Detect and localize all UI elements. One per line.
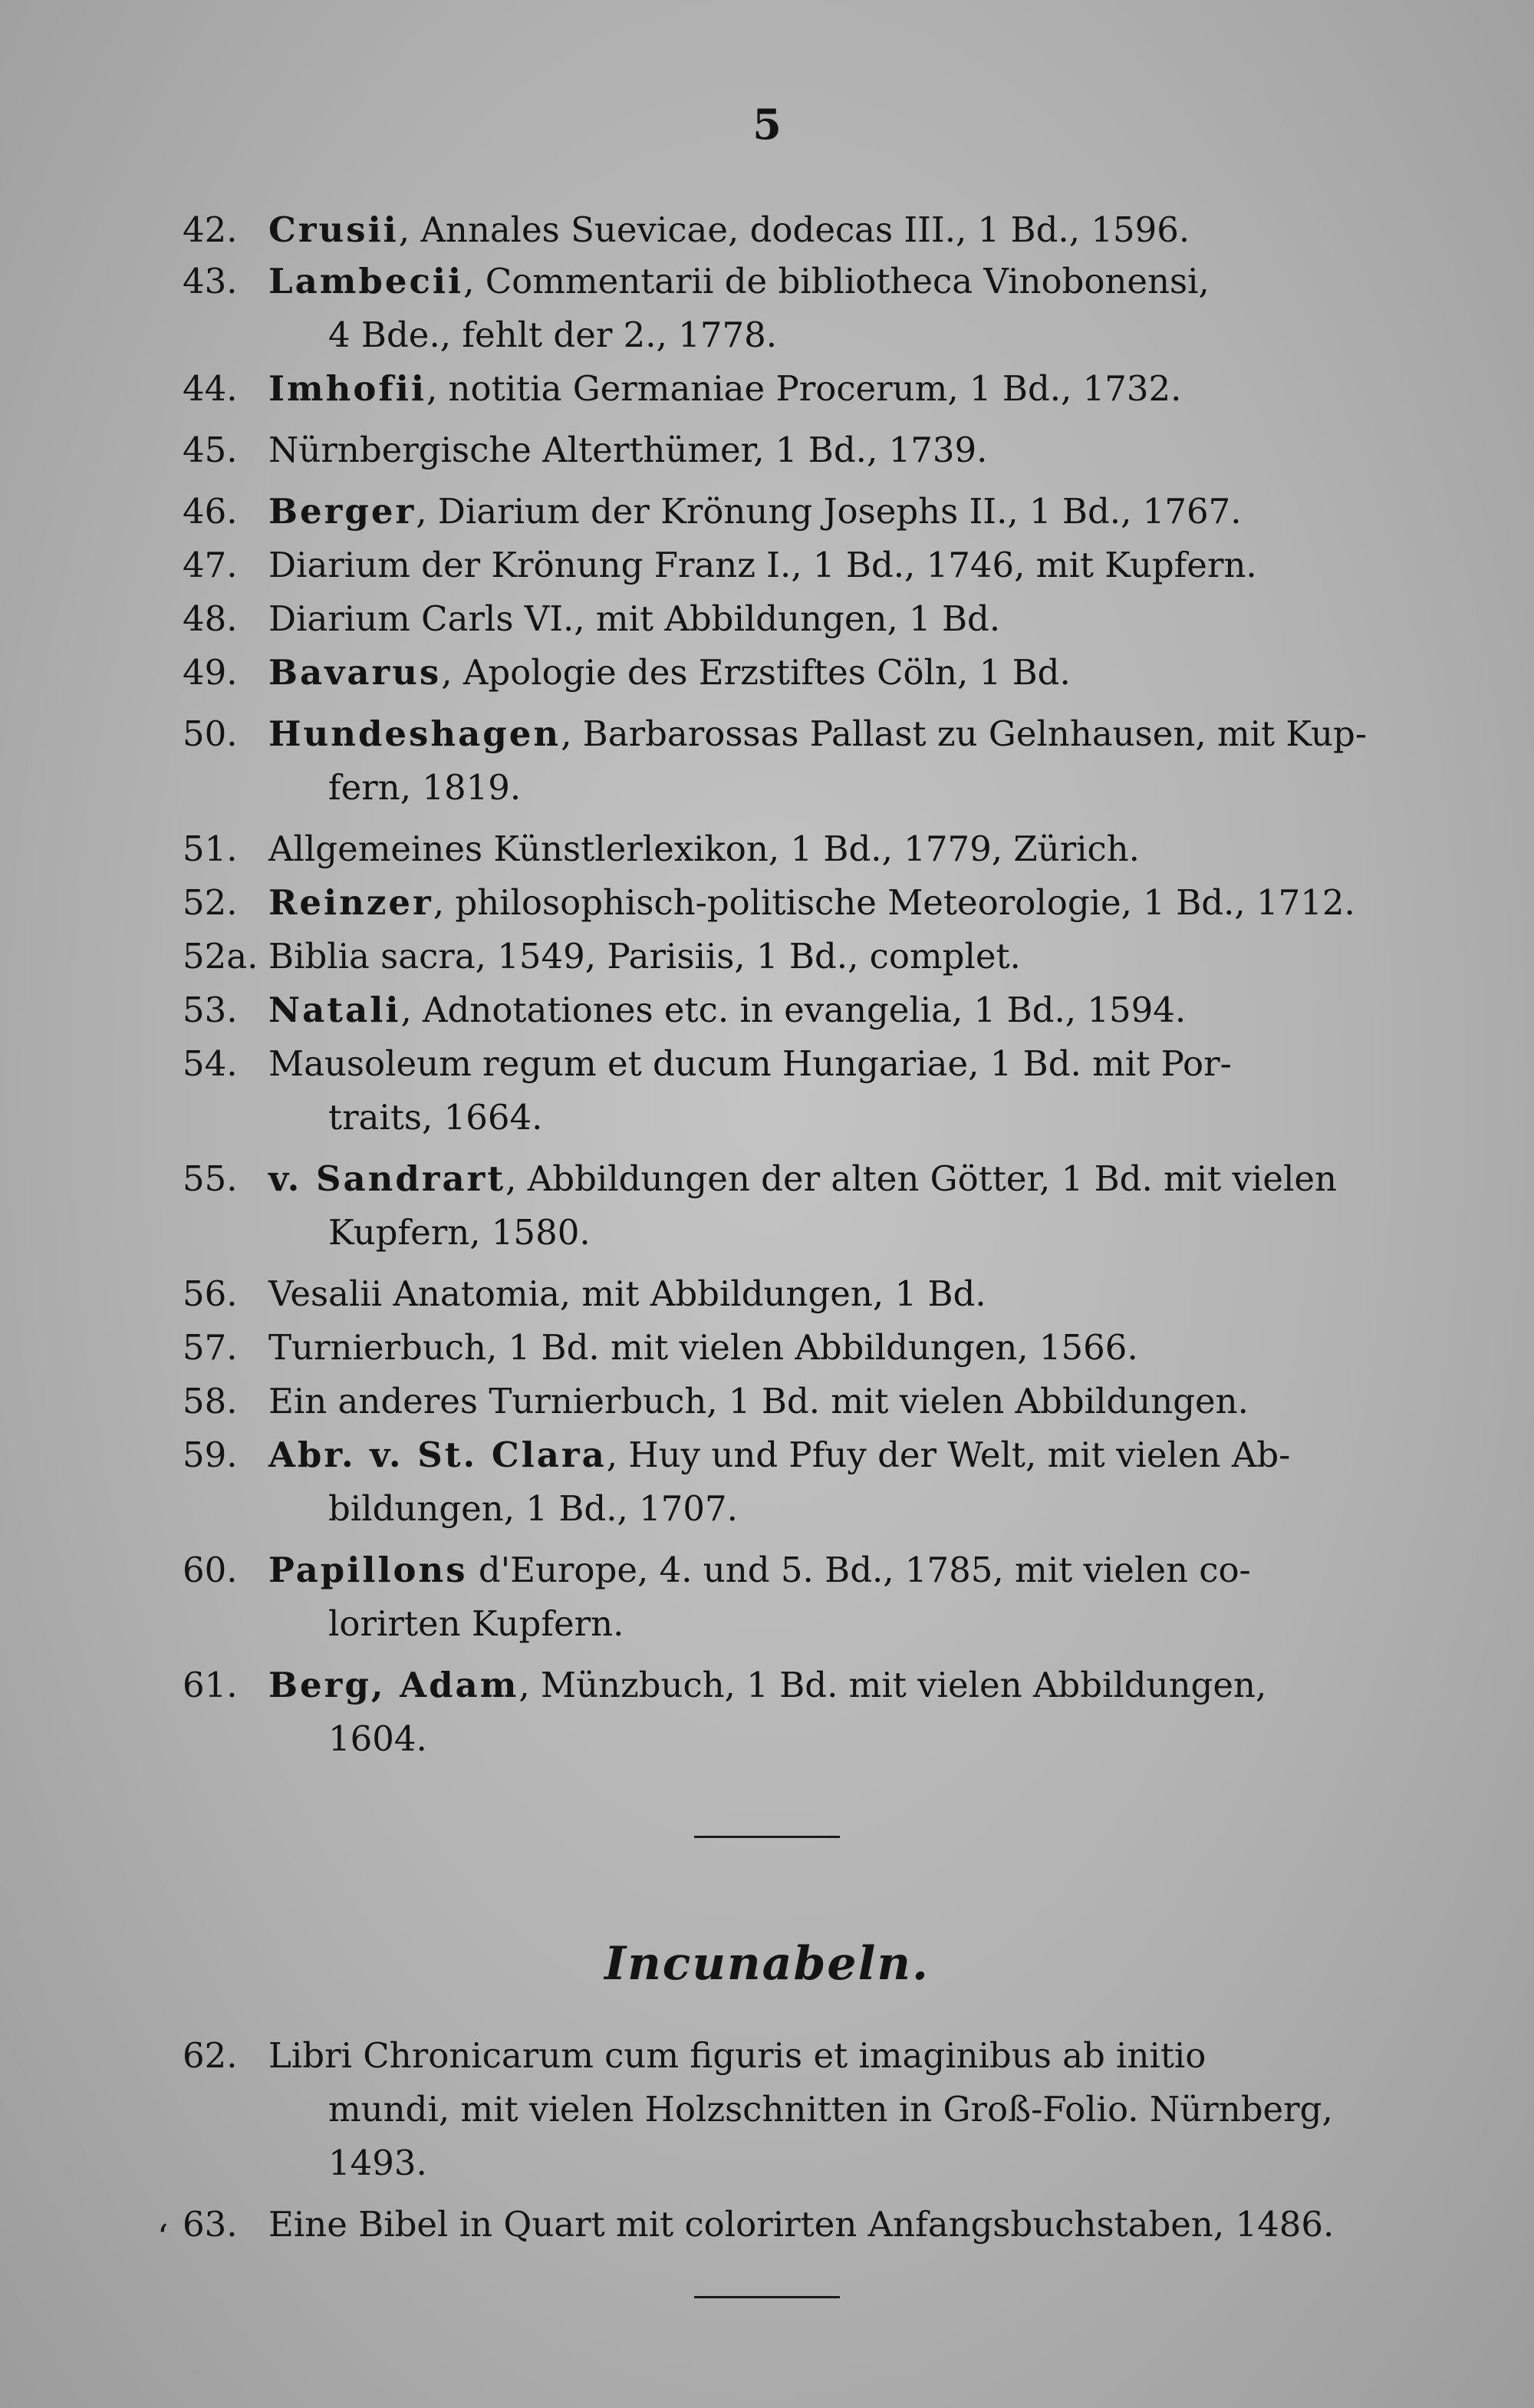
entry-number: 57. — [183, 1327, 238, 1368]
entry-number: 52a. — [183, 936, 258, 977]
entry-number: 52. — [183, 882, 238, 923]
entry-line — [328, 1095, 1479, 1141]
entry-text: , Münzbuch, 1 Bd. mit vielen Abbildungen, — [518, 1665, 1267, 1705]
entry-text: Mausoleum regum et ducum Hungariae, 1 Bd. mit Por- — [268, 1043, 1232, 1084]
entry-text: , Commentarii de bibliotheca Vinobonensi, — [463, 261, 1210, 301]
entry-line — [268, 987, 1419, 1033]
entry-number: 42. — [183, 209, 238, 250]
entry-text: Kupfern, 1580. — [328, 1212, 591, 1253]
entry-text: d'Europe, 4. und 5. Bd., 1785, mit vielen co- — [467, 1550, 1251, 1590]
entry-number: 45. — [183, 430, 238, 470]
entry-line — [268, 542, 1419, 588]
entry-line — [328, 1486, 1479, 1532]
section-divider-top — [694, 1836, 840, 1838]
entry-line — [268, 826, 1419, 872]
entry-text: mundi, mit vielen Holzschnitten in Groß-Folio. Nürnberg, — [328, 2089, 1333, 2130]
entry-text: Ein anderes Turnierbuch, 1 Bd. mit vielen Abbildungen. — [268, 1381, 1249, 1421]
entry-number: 55. — [183, 1158, 238, 1199]
entry-text: Libri Chronicarum cum figuris et imaginibus ab initio — [268, 2035, 1206, 2076]
entry-number: 62. — [183, 2035, 238, 2076]
entry-text: fern, 1819. — [328, 767, 522, 808]
entry-line — [268, 2202, 1419, 2248]
entry-text: , Adnotationes etc. in evangelia, 1 Bd., 1594. — [400, 990, 1187, 1030]
entry-text: 1604. — [328, 1718, 427, 1759]
entry-text: bildungen, 1 Bd., 1707. — [328, 1488, 738, 1529]
entry-number: 46. — [183, 491, 238, 532]
entry-author: Lambecii — [268, 261, 464, 301]
entry-author: Bavarus — [268, 652, 442, 693]
entry-number: 54. — [183, 1043, 238, 1084]
entry-line — [268, 1156, 1419, 1202]
entry-text: , notitia Germaniae Procerum, 1 Bd., 1732. — [426, 368, 1182, 409]
entry-text: Diarium Carls VI., mit Abbildungen, 1 Bd. — [268, 598, 1001, 639]
entry-line — [328, 1716, 1479, 1762]
entry-line — [328, 1210, 1479, 1256]
page-number: 5 — [752, 100, 782, 149]
entry-text: , Apologie des Erzstiftes Cöln, 1 Bd. — [441, 652, 1071, 693]
entry-text: , Huy und Pfuy der Welt, mit vielen Ab- — [606, 1435, 1291, 1475]
entry-line — [328, 765, 1479, 811]
entry-line — [268, 2033, 1419, 2079]
entry-number: 43. — [183, 261, 238, 301]
entry-line — [268, 1432, 1419, 1478]
entry-number: 56. — [183, 1273, 238, 1314]
entry-number: 61. — [183, 1665, 238, 1705]
entry-line — [328, 2140, 1479, 2186]
entry-line — [328, 2087, 1479, 2133]
entry-number: 60. — [183, 1550, 238, 1590]
entry-author: Crusii — [268, 209, 399, 250]
entry-author: Hundeshagen — [268, 713, 561, 754]
entry-author: Imhofii — [268, 368, 426, 409]
entry-author: Papillons — [268, 1550, 468, 1590]
entry-number: 59. — [183, 1435, 238, 1475]
entry-number: 58. — [183, 1381, 238, 1421]
entry-line — [328, 312, 1479, 358]
section-heading: Incunabeln. — [604, 1937, 930, 1991]
entry-text: 4 Bde., fehlt der 2., 1778. — [328, 315, 778, 355]
entry-author: Berg, Adam — [268, 1665, 519, 1705]
entry-text: , Annales Suevicae, dodecas III., 1 Bd., 1596. — [398, 209, 1190, 250]
entry-line — [268, 934, 1419, 980]
entry-line — [268, 1041, 1419, 1087]
entry-line — [268, 1662, 1419, 1708]
entry-line — [268, 259, 1419, 305]
entry-author: Natali — [268, 990, 401, 1030]
entry-line — [268, 596, 1419, 642]
margin-mark: ‘ — [157, 2217, 169, 2258]
section-divider-bottom — [694, 2296, 840, 2298]
entry-text: , Diarium der Krönung Josephs II., 1 Bd., 1767. — [416, 491, 1242, 532]
entry-text: lorirten Kupfern. — [328, 1603, 624, 1644]
entry-text: traits, 1664. — [328, 1097, 543, 1138]
entry-line — [268, 1325, 1419, 1371]
entry-line — [268, 1379, 1419, 1425]
entry-author: v. Sandrart — [268, 1158, 506, 1199]
entry-line — [268, 427, 1419, 473]
entry-line — [268, 366, 1419, 412]
entry-text: 1493. — [328, 2143, 427, 2183]
entry-author: Berger — [268, 491, 416, 532]
entry-text: Nürnbergische Alterthümer, 1 Bd., 1739. — [268, 430, 988, 470]
entry-text: Allgemeines Künstlerlexikon, 1 Bd., 1779, Zürich. — [268, 828, 1140, 869]
entry-number: 53. — [183, 990, 238, 1030]
entry-line — [328, 1601, 1479, 1647]
entry-number: 51. — [183, 828, 238, 869]
entry-line — [268, 1547, 1419, 1593]
entry-number: 63. — [183, 2204, 238, 2245]
entry-number: 50. — [183, 713, 238, 754]
entry-author: Reinzer — [268, 882, 433, 923]
entry-line — [268, 207, 1419, 253]
entry-number: 44. — [183, 368, 238, 409]
entry-text: Turnierbuch, 1 Bd. mit vielen Abbildungen, 1566. — [268, 1327, 1138, 1368]
entry-text: , Barbarossas Pallast zu Gelnhausen, mit Kup- — [561, 713, 1368, 754]
entry-text: Biblia sacra, 1549, Parisiis, 1 Bd., complet. — [268, 936, 1021, 977]
entry-number: 47. — [183, 545, 238, 585]
entry-text: , Abbildungen der alten Götter, 1 Bd. mit vielen — [505, 1158, 1337, 1199]
entry-text: Eine Bibel in Quart mit colorirten Anfangsbuchstaben, 1486. — [268, 2204, 1335, 2245]
entry-line — [268, 1271, 1419, 1317]
entry-number: 48. — [183, 598, 238, 639]
entry-line — [268, 489, 1419, 535]
entry-line — [268, 880, 1419, 926]
entry-text: Diarium der Krönung Franz I., 1 Bd., 1746, mit Kupfern. — [268, 545, 1257, 585]
entry-line — [268, 711, 1419, 757]
entry-author: Abr. v. St. Clara — [268, 1435, 607, 1475]
entry-number: 49. — [183, 652, 238, 693]
entry-text: , philosophisch-politische Meteorologie, 1 Bd., 1712. — [433, 882, 1355, 923]
entry-line — [268, 650, 1419, 696]
entry-text: Vesalii Anatomia, mit Abbildungen, 1 Bd. — [268, 1273, 986, 1314]
